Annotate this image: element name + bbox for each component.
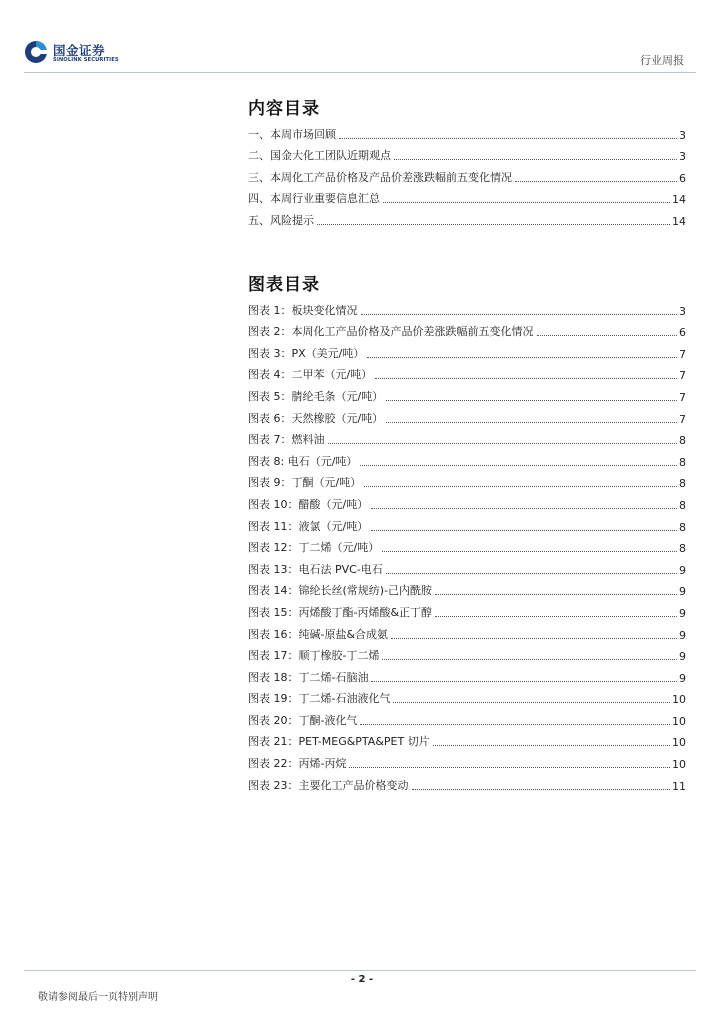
footer-divider — [24, 970, 696, 971]
dot-leader — [386, 573, 677, 574]
figure-entry[interactable] — [248, 685, 686, 707]
sinolink-logo — [24, 38, 134, 74]
dot-leader — [364, 486, 677, 487]
figure-entry-label: 图表 1：板块变化情况 — [248, 303, 358, 317]
dot-leader — [391, 638, 677, 639]
figure-entry-label: 图表 13：电石法 PVC-电石 — [248, 562, 383, 576]
footer-disclaimer: 敬请参阅最后一页特别声明 — [38, 992, 158, 1003]
toc-entry-label: 二、国金大化工团队近期观点 — [248, 149, 391, 163]
figure-entry-page: 10 — [672, 736, 686, 750]
figure-entry-page: 9 — [679, 585, 686, 599]
figure-entry[interactable] — [248, 404, 686, 426]
figure-entry-page: 10 — [672, 758, 686, 772]
figure-entry-page: 10 — [672, 714, 686, 728]
dot-leader — [375, 378, 677, 379]
dot-leader — [349, 767, 670, 768]
figure-entry[interactable] — [248, 318, 686, 340]
dot-leader — [360, 724, 670, 725]
figure-entry-label: 图表 17：顺丁橡胶-丁二烯 — [248, 649, 380, 663]
contents-list — [248, 120, 686, 228]
figure-entry[interactable] — [248, 339, 686, 361]
dot-leader — [383, 202, 670, 203]
dot-leader — [433, 745, 670, 746]
figures-list — [248, 296, 686, 793]
figure-entry-page: 9 — [679, 671, 686, 685]
toc-entry-label: 四、本周行业重要信息汇总 — [248, 192, 380, 206]
figure-entry-page: 8 — [679, 455, 686, 469]
toc-entry-page: 14 — [672, 214, 686, 228]
figure-entry-label: 图表 12：丁二烯（元/吨） — [248, 541, 380, 555]
figure-entry[interactable] — [248, 512, 686, 534]
figure-entry-page: 9 — [679, 628, 686, 642]
figure-entry-page: 8 — [679, 477, 686, 491]
dot-leader — [386, 422, 677, 423]
toc-entry-page: 3 — [679, 128, 686, 142]
figure-entry-label: 图表 8: 电石（元/吨） — [248, 454, 358, 468]
figure-entry-label: 图表 11：液氯（元/吨） — [248, 519, 369, 533]
figure-entry-page: 8 — [679, 434, 686, 448]
figure-entry-page: 8 — [679, 498, 686, 512]
figure-entry-page: 7 — [679, 390, 686, 404]
figure-entry-label: 图表 7：燃料油 — [248, 433, 325, 447]
figure-entry-label: 图表 23：主要化工产品价格变动 — [248, 778, 409, 792]
toc-entry-label: 三、本周化工产品价格及产品价差涨跌幅前五变化情况 — [248, 170, 512, 184]
dot-leader — [515, 181, 677, 182]
dot-leader — [537, 335, 678, 336]
figure-entry-label: 图表 9：丁酮（元/吨） — [248, 476, 362, 490]
figure-entry[interactable] — [248, 426, 686, 448]
toc-entry[interactable] — [248, 185, 686, 207]
toc-entry-label: 一、本周市场回顾 — [248, 127, 336, 141]
figure-entry-label: 图表 5：腈纶毛条（元/吨） — [248, 389, 384, 403]
figure-entry-page: 7 — [679, 412, 686, 426]
figure-entry-page: 9 — [679, 650, 686, 664]
dot-leader — [339, 138, 677, 139]
figure-entry-label: 图表 22：丙烯-丙烷 — [248, 757, 347, 771]
toc-entry-page: 6 — [679, 171, 686, 185]
figure-entry-page: 6 — [679, 326, 686, 340]
figure-entry-page: 3 — [679, 304, 686, 318]
toc-entry-page: 14 — [672, 193, 686, 207]
figure-entry-page: 9 — [679, 606, 686, 620]
toc-entry[interactable] — [248, 120, 686, 142]
figure-entry-page: 8 — [679, 542, 686, 556]
dot-leader — [382, 659, 677, 660]
figure-entry-page: 9 — [679, 563, 686, 577]
figure-entry[interactable] — [248, 598, 686, 620]
toc-entry[interactable] — [248, 142, 686, 164]
figure-entry[interactable] — [248, 577, 686, 599]
page-header — [0, 0, 724, 80]
dot-leader — [435, 594, 677, 595]
page-number: - 2 - — [350, 974, 374, 985]
sinolink-logo-mark-icon — [24, 40, 48, 64]
figure-entry-page: 8 — [679, 520, 686, 534]
figure-entry-label: 图表 19：丁二烯-石油液化气 — [248, 692, 391, 706]
figure-entry-label: 图表 15：丙烯酸丁酯-丙烯酸&正丁醇 — [248, 605, 433, 619]
figure-entry-page: 10 — [672, 693, 686, 707]
figure-entry-label: 图表 2：本周化工产品价格及产品价差涨跌幅前五变化情况 — [248, 325, 534, 339]
figure-entry-page: 7 — [679, 347, 686, 361]
dot-leader — [317, 224, 670, 225]
dot-leader — [394, 159, 677, 160]
dot-leader — [382, 551, 677, 552]
figure-entry-label: 图表 3：PX（美元/吨） — [248, 346, 365, 360]
figure-entry-label: 图表 20：丁酮-液化气 — [248, 713, 358, 727]
logo-english-name: SINOLINK SECURITIES — [53, 57, 119, 63]
dot-leader — [328, 443, 678, 444]
figure-entry[interactable] — [248, 642, 686, 664]
figure-entry[interactable] — [248, 771, 686, 793]
figure-entry-page: 7 — [679, 369, 686, 383]
figure-entry-label: 图表 16：纯碱-原盐&合成氨 — [248, 627, 389, 641]
figure-entry[interactable] — [248, 620, 686, 642]
figure-entry[interactable] — [248, 663, 686, 685]
figure-entry[interactable] — [248, 296, 686, 318]
figure-entry[interactable] — [248, 706, 686, 728]
figure-entry-label: 图表 4：二甲苯（元/吨） — [248, 368, 373, 382]
figure-entry-label: 图表 18：丁二烯-石脑油 — [248, 670, 369, 684]
dot-leader — [371, 508, 677, 509]
figures-title: 图表目录 — [248, 275, 320, 295]
figure-entry[interactable] — [248, 555, 686, 577]
report-type-label: 行业周报 — [640, 54, 684, 67]
figure-entry-label: 图表 14：锦纶长丝(常规纺)-己内酰胺 — [248, 584, 433, 598]
toc-entry-page: 3 — [679, 150, 686, 164]
figure-entry[interactable] — [248, 469, 686, 491]
dot-leader — [371, 681, 677, 682]
dot-leader — [386, 400, 677, 401]
figure-entry[interactable] — [248, 447, 686, 469]
header-divider — [24, 72, 696, 73]
dot-leader — [361, 314, 678, 315]
figure-entry[interactable] — [248, 382, 686, 404]
dot-leader — [371, 530, 677, 531]
figure-entry-label: 图表 6：天然橡胶（元/吨） — [248, 411, 384, 425]
figure-entry[interactable] — [248, 728, 686, 750]
dot-leader — [435, 616, 677, 617]
logo-chinese-name: 国金证券 — [53, 43, 106, 58]
dot-leader — [367, 357, 677, 358]
figure-entry[interactable] — [248, 490, 686, 512]
toc-entry-label: 五、风险提示 — [248, 213, 314, 227]
dot-leader — [412, 789, 671, 790]
figure-entry-label: 图表 21：PET-MEG&PTA&PET 切片 — [248, 735, 430, 749]
figure-entry-label: 图表 10：醋酸（元/吨） — [248, 497, 369, 511]
dot-leader — [393, 702, 670, 703]
figure-entry[interactable] — [248, 749, 686, 771]
contents-title: 内容目录 — [248, 99, 320, 119]
toc-entry[interactable] — [248, 163, 686, 185]
figure-entry[interactable] — [248, 361, 686, 383]
dot-leader — [360, 465, 677, 466]
figure-entry[interactable] — [248, 534, 686, 556]
toc-entry[interactable] — [248, 206, 686, 228]
figure-entry-page: 11 — [672, 779, 686, 793]
